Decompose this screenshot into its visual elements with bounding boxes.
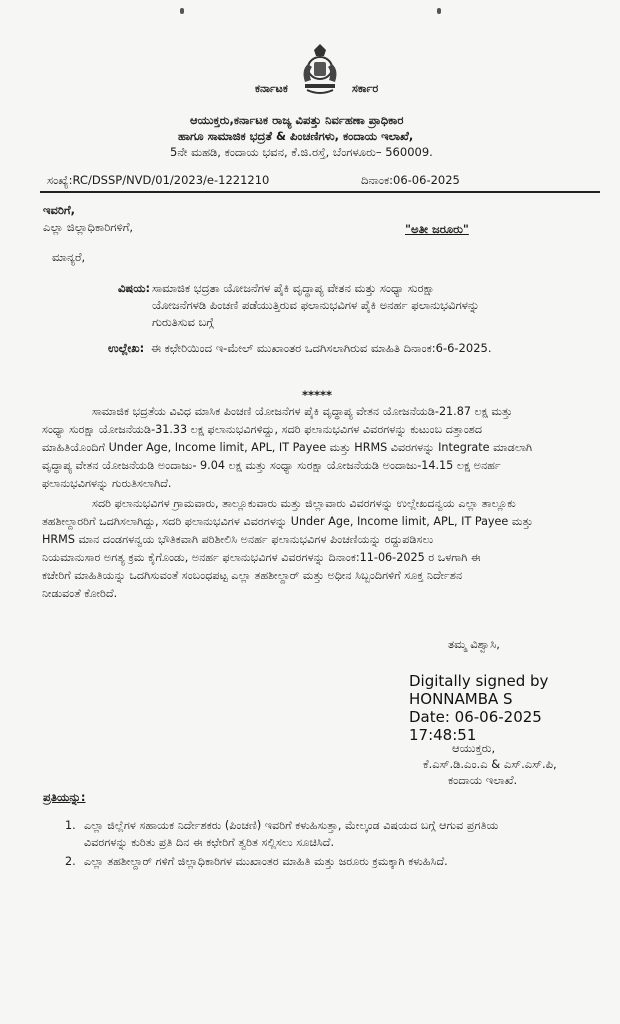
para2-line: ನಿಯಮಾನುಸಾರ ಅಗತ್ಯ ಕ್ರಮ ಕೈಗೊಂಡು, ಅನರ್ಹ ಫಲಾನುಭವಿಗಳ ವಿವರಗಳನ್ನು ದಿನಾಂಕ:11-06-2025 ರ ಒಳಗಾಗಿ ಈ	[42, 551, 481, 564]
office-line-2: ಹಾಗೂ ಸಾಮಾಜಿಕ ಭದ್ರತೆ & ಪಿಂಚಣಿಗಳು, ಕಂದಾಯ ಇಲಾಖೆ,	[178, 129, 414, 143]
signatory-department-2: ಕಂದಾಯ ಇಲಾಖೆ.	[448, 773, 518, 787]
letter-number: ಸಂಖ್ಯೆ:RC/DSSP/NVD/01/2023/e-1221210	[47, 173, 270, 187]
para1-line: ವೃದ್ಧಾಪ್ಯ ವೇತನ ಯೋಜನೆಯಡಿ ಅಂದಾಜು- 9.04 ಲಕ್ಷ ಮತ್ತು ಸಂಧ್ಯಾ ಸುರಕ್ಷಾ ಯೋಜನೆಯಡಿ ಅಂದಾಜು-14.15 ಲಕ್ಷ ಅನರ್ಹ	[42, 459, 501, 472]
header-rule	[40, 191, 600, 193]
punch-mark	[437, 8, 441, 14]
letter-date: ದಿನಾಂಕ:06-06-2025	[361, 173, 460, 187]
government-right-label: ಸರ್ಕಾರ	[352, 82, 379, 95]
para1-line: ಫಲಾನುಭವಿಗಳನ್ನು ಗುರುತಿಸಲಾಗಿದೆ.	[42, 477, 172, 490]
subject-line-3: ಗುರುತಿಸುವ ಬಗ್ಗೆ	[152, 315, 214, 329]
para2-line: HRMS ಮಾನ ದಂಡಗಳನ್ವಯ ಭೌತಿಕವಾಗಿ ಪರಿಶೀಲಿಸಿ ಅನರ್ಹ ಫಲಾನುಭವಿಗಳ ಪಿಂಚಣಿಯನ್ನು ರದ್ದುಪಡಿಸಲು	[42, 533, 434, 546]
digital-signature-name: HONNAMBA S	[409, 690, 513, 708]
closing-yours: ತಮ್ಮ ವಿಶ್ವಾಸಿ,	[448, 637, 500, 651]
urgent-label: "ಅತೀ ಜರೂರು"	[405, 222, 469, 236]
subject-line-2: ಯೋಜನೆಗಳಡಿ ಪಿಂಚಣಿ ಪಡೆಯುತ್ತಿರುವ ಫಲಾನುಭವಿಗಳ ಪೈಕಿ ಅನರ್ಹ ಫಲಾನುಭವಿಗಳನ್ನು	[152, 298, 480, 312]
copy-item-number: 2.	[65, 855, 76, 868]
copy-item-1-line-2: ವಿವರಗಳನ್ನು ಕುರಿತು ಪ್ರತಿ ದಿನ ಈ ಕಛೇರಿಗೆ ತ್ವರಿತ ಸಲ್ಲಿಸಲು ಸೂಚಿಸಿದೆ.	[84, 836, 335, 849]
salutation: ಮಾನ್ಯರೆ,	[52, 250, 86, 264]
para1-line: ಮಾಹಿತಿಯೊಂದಿಗೆ Under Age, Income limit, APL, IT Payee ಮತ್ತು HRMS ವಿವರಗಳನ್ನು Integrate ಮಾಡಲಾಗಿ	[42, 441, 533, 454]
reference-text: ಈ ಕಛೇರಿಯಿಂದ ಇ-ಮೇಲ್ ಮುಖಾಂತರ ಒದಗಿಸಲಾಗಿರುವ ಮಾಹಿತಿ ದಿನಾಂಕ:6-6-2025.	[151, 341, 492, 355]
copy-item-2-line-1: ಎಲ್ಲಾ ತಹಶೀಲ್ದಾರ್ ಗಳಿಗೆ ಜಿಲ್ಲಾಧಿಕಾರಿಗಳ ಮುಖಾಂತರ ಮಾಹಿತಿ ಮತ್ತು ಜರೂರು ಕ್ರಮಕ್ಕಾಗಿ ಕಳುಹಿಸಿದೆ.	[84, 855, 448, 868]
signatory-designation: ಆಯುಕ್ತರು,	[452, 741, 496, 755]
subject-label: ವಿಷಯ:	[118, 281, 151, 295]
separator: *****	[302, 388, 333, 402]
para2-line: ತಹಶೀಲ್ದಾರರಿಗೆ ಒದಗಿಸಲಾಗಿದ್ದು, ಸದರಿ ಫಲಾನುಭವಿಗಳ ವಿವರಗಳನ್ನು Under Age, Income limit, APL, IT Payee ಮತ್ತು	[42, 515, 533, 528]
para1-line: ಸಂಧ್ಯಾ ಸುರಕ್ಷಾ ಯೋಜನೆಯಡಿ-31.33 ಲಕ್ಷ ಫಲಾನುಭವಿಗಳಿದ್ದು, ಸದರಿ ಫಲಾನುಭವಿಗಳ ವಿವರಗಳನ್ನು ಕುಟುಂಬ ದತ್ತಾಂಶದ	[42, 423, 483, 436]
address-to: ಇವರಿಗೆ,	[43, 203, 75, 217]
punch-mark	[180, 8, 184, 14]
digital-signature-date: Date: 06-06-2025	[409, 708, 542, 726]
copy-item-1-line-1: ಎಲ್ಲಾ ಜಿಲ್ಲೆಗಳ ಸಹಾಯಕ ನಿರ್ದೇಶಕರು (ಪಿಂಚಣಿ) ಇವರಿಗೆ ಕಳುಹಿಸುತ್ತಾ, ಮೇಲ್ಕಂಡ ವಿಷಯದ ಬಗ್ಗೆ ಆಗುವ ಪ್ರಗತಿಯ	[84, 819, 499, 832]
office-address: 5ನೇ ಮಹಡಿ, ಕಂದಾಯ ಭವನ, ಕೆ.ಜಿ.ರಸ್ತೆ, ಬೆಂಗಳೂರು– 560009.	[170, 145, 433, 159]
state-emblem-icon	[295, 40, 345, 100]
signatory-department-1: ಕೆ.ಎಸ್.ಡಿ.ಎಂ.ಎ & ಎಸ್.ಎಸ್.ಪಿ,	[423, 757, 557, 771]
office-line-1: ಆಯುಕ್ತರು,ಕರ್ನಾಟಕ ರಾಜ್ಯ ವಿಪತ್ತು ನಿರ್ವಹಣಾ ಪ್ರಾಧಿಕಾರ	[190, 113, 404, 127]
para2-line: ಸದರಿ ಫಲಾನುಭವಿಗಳ ಗ್ರಾಮವಾರು, ತಾಲ್ಲೂಕುವಾರು ಮತ್ತು ಜಿಲ್ಲಾವಾರು ವಿವರಗಳನ್ನು ಉಲ್ಲೇಖದನ್ವಯ ಎಲ್ಲಾ ತಾಲ್ಲೂಕು	[92, 497, 516, 510]
subject-line-1: ಸಾಮಾಜಿಕ ಭದ್ರತಾ ಯೋಜನೆಗಳ ಪೈಕಿ ವೃದ್ಧಾಪ್ಯ ವೇತನ ಮತ್ತು ಸಂಧ್ಯಾ ಸುರಕ್ಷಾ	[152, 281, 435, 295]
para2-line: ನೀಡುವಂತೆ ಕೋರಿದೆ.	[42, 587, 118, 600]
reference-label: ಉಲ್ಲೇಖ:	[108, 341, 145, 355]
copy-item-number: 1.	[65, 819, 76, 832]
copies-label: ಪ್ರತಿಯನ್ನು:	[43, 790, 86, 804]
government-left-label: ಕರ್ನಾಟಕ	[255, 82, 288, 95]
para1-line: ಸಾಮಾಜಿಕ ಭದ್ರತೆಯ ವಿವಿಧ ಮಾಸಿಕ ಪಿಂಚಣಿ ಯೋಜನೆಗಳ ಪೈಕಿ ವೃದ್ಧಾಪ್ಯ ವೇತನ ಯೋಜನೆಯಡಿ-21.87 ಲಕ್ಷ ಮತ್ತು	[92, 405, 513, 418]
digital-signature-time: 17:48:51	[409, 726, 477, 744]
para2-line: ಕಚೇರಿಗೆ ಮಾಹಿತಿಯನ್ನು ಒದಗಿಸುವಂತೆ ಸಂಬಂಧಪಟ್ಟ ಎಲ್ಲಾ ತಹಶೀಲ್ದಾರ್ ಮತ್ತು ಅಧೀನ ಸಿಬ್ಬಂದಿಗಳಿಗೆ ಸೂಕ್ತ ನಿರ್ದೇಶನ	[42, 569, 463, 582]
digital-signature-line-1: Digitally signed by	[409, 672, 549, 690]
address-recipients: ಎಲ್ಲಾ ಜಿಲ್ಲಾಧಿಕಾರಿಗಳಿಗೆ,	[43, 220, 134, 234]
